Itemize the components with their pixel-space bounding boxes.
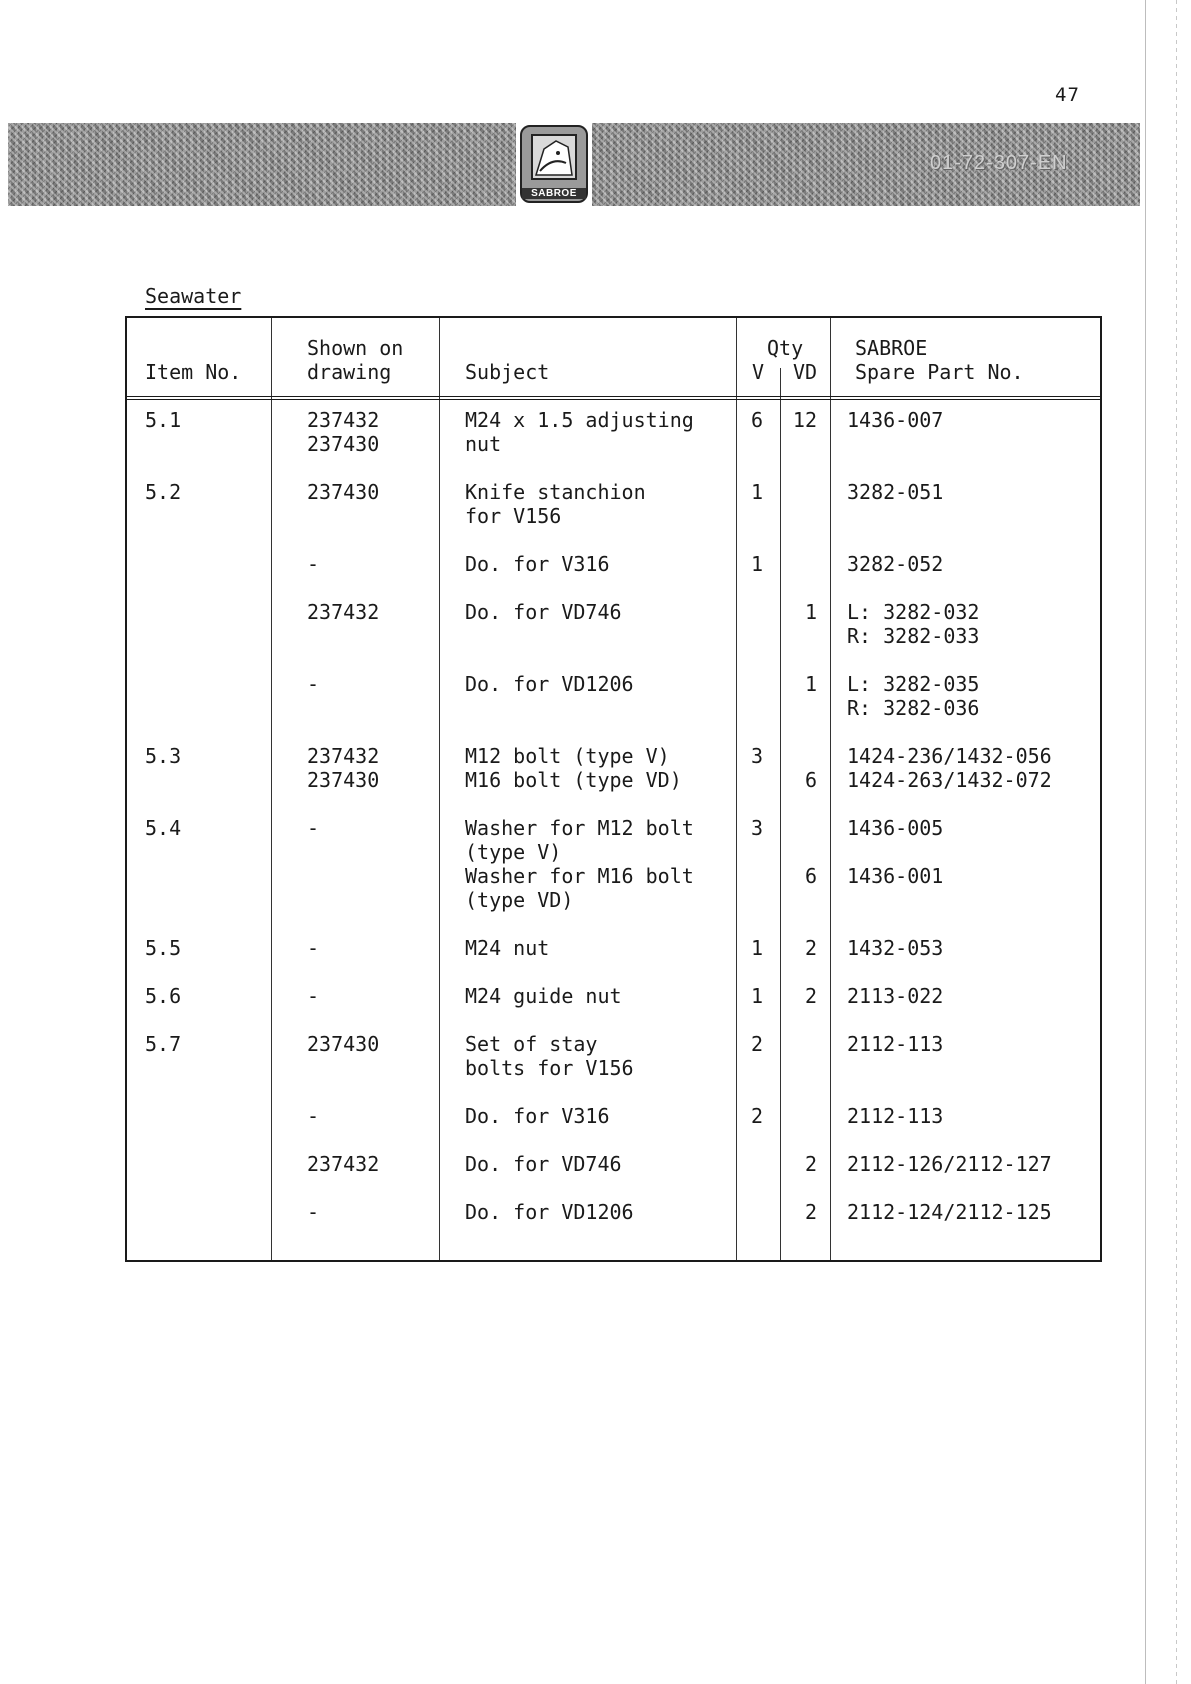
cell-v: 3 xyxy=(750,744,764,768)
cell-item: 5.2 xyxy=(145,480,182,504)
cell-v: 1 xyxy=(750,984,764,1008)
cell-part: 1424-236/1432-056 1424-263/1432-072 xyxy=(847,744,1052,792)
cell-part: 1436-007 xyxy=(847,408,944,432)
header-sabroe: SABROE xyxy=(855,336,928,360)
cell-item: 5.5 xyxy=(145,936,182,960)
cell-drawing: 237432 xyxy=(307,600,380,624)
cell-vd: 6 xyxy=(804,768,817,792)
header-qty-v: V xyxy=(752,360,765,384)
cell-item: 5.6 xyxy=(145,984,182,1008)
cell-drawing: 237430 xyxy=(307,480,380,504)
spare-parts-table xyxy=(125,316,1102,1262)
cell-drawing: - xyxy=(307,936,320,960)
header-subject: Subject xyxy=(465,360,550,384)
cell-vd: 1 xyxy=(804,672,817,696)
cell-subject: Do. for VD746 xyxy=(465,600,622,624)
polar-bear-icon xyxy=(522,127,586,187)
cell-v: 1 xyxy=(750,552,764,576)
cell-drawing: - xyxy=(307,552,320,576)
sabroe-logo xyxy=(520,125,588,203)
cell-item: 5.3 xyxy=(145,744,182,768)
cell-subject: Set of stay bolts for V156 xyxy=(465,1032,634,1080)
cell-item: 5.1 xyxy=(145,408,182,432)
column-divider xyxy=(271,318,272,1260)
cell-part: 3282-052 xyxy=(847,552,944,576)
header-drawing: drawing xyxy=(307,360,392,384)
cell-v: 6 xyxy=(750,408,764,432)
cell-drawing: 237430 xyxy=(307,1032,380,1056)
margin-rule xyxy=(1145,0,1146,1684)
cell-part: 2113-022 xyxy=(847,984,944,1008)
cell-part: 2112-124/2112-125 xyxy=(847,1200,1052,1224)
cell-vd: 1 xyxy=(804,600,817,624)
cell-subject: M24 x 1.5 adjusting nut xyxy=(465,408,694,456)
cell-vd: 2 xyxy=(804,1200,817,1224)
cell-drawing: - xyxy=(307,1104,320,1128)
cell-vd: 6 xyxy=(804,864,817,888)
header-shown-on: Shown on xyxy=(307,336,404,360)
cell-vd: 2 xyxy=(804,984,817,1008)
cell-subject: Do. for V316 xyxy=(465,1104,610,1128)
cell-vd: 12 xyxy=(792,408,817,432)
header-qty: Qty xyxy=(767,336,804,360)
page-number: 47 xyxy=(1055,84,1080,106)
cell-subject: M12 bolt (type V) M16 bolt (type VD) xyxy=(465,744,682,792)
cell-v: 3 xyxy=(750,816,764,840)
cell-subject: Do. for VD1206 xyxy=(465,672,634,696)
cell-vd: 2 xyxy=(804,936,817,960)
cell-vd: 2 xyxy=(804,1152,817,1176)
cell-v: 2 xyxy=(750,1104,764,1128)
cell-subject: M24 guide nut xyxy=(465,984,622,1008)
logo-wordmark: SABROE xyxy=(522,188,586,199)
cell-drawing: - xyxy=(307,1200,320,1224)
header-rule xyxy=(127,396,1100,400)
cell-subject: Knife stanchion for V156 xyxy=(465,480,646,528)
cell-drawing: - xyxy=(307,816,320,840)
cell-part: 2112-113 xyxy=(847,1032,944,1056)
header-item-no: Item No. xyxy=(145,360,242,384)
cell-drawing: - xyxy=(307,672,320,696)
cell-drawing: 237432 xyxy=(307,1152,380,1176)
cell-part: 2112-113 xyxy=(847,1104,944,1128)
cell-part: L: 3282-032 R: 3282-033 xyxy=(847,600,980,648)
margin-rule-dashed xyxy=(1176,0,1177,1684)
cell-item: 5.7 xyxy=(145,1032,182,1056)
cell-drawing: 237432 237430 xyxy=(307,744,380,792)
cell-part: 1432-053 xyxy=(847,936,944,960)
section-title: Seawater xyxy=(145,284,242,308)
column-divider xyxy=(439,318,440,1260)
cell-part: 3282-051 xyxy=(847,480,944,504)
cell-v: 2 xyxy=(750,1032,764,1056)
cell-subject: M24 nut xyxy=(465,936,550,960)
cell-drawing: - xyxy=(307,984,320,1008)
cell-part: 1436-005 1436-001 xyxy=(847,816,944,888)
header-qty-vd: VD xyxy=(793,360,818,384)
cell-drawing: 237432 237430 xyxy=(307,408,380,456)
qty-divider xyxy=(780,368,781,1260)
column-divider xyxy=(830,318,831,1260)
header-spare-part-no: Spare Part No. xyxy=(855,360,1024,384)
cell-subject: Do. for V316 xyxy=(465,552,610,576)
cell-v: 1 xyxy=(750,480,764,504)
cell-v: 1 xyxy=(750,936,764,960)
document-code: 01-72-307-EN xyxy=(930,152,1068,174)
cell-subject: Do. for VD746 xyxy=(465,1152,622,1176)
cell-part: L: 3282-035 R: 3282-036 xyxy=(847,672,980,720)
cell-part: 2112-126/2112-127 xyxy=(847,1152,1052,1176)
cell-subject: Do. for VD1206 xyxy=(465,1200,634,1224)
cell-subject: Washer for M12 bolt (type V) Washer for M16 bolt (type VD) xyxy=(465,816,694,912)
cell-item: 5.4 xyxy=(145,816,182,840)
